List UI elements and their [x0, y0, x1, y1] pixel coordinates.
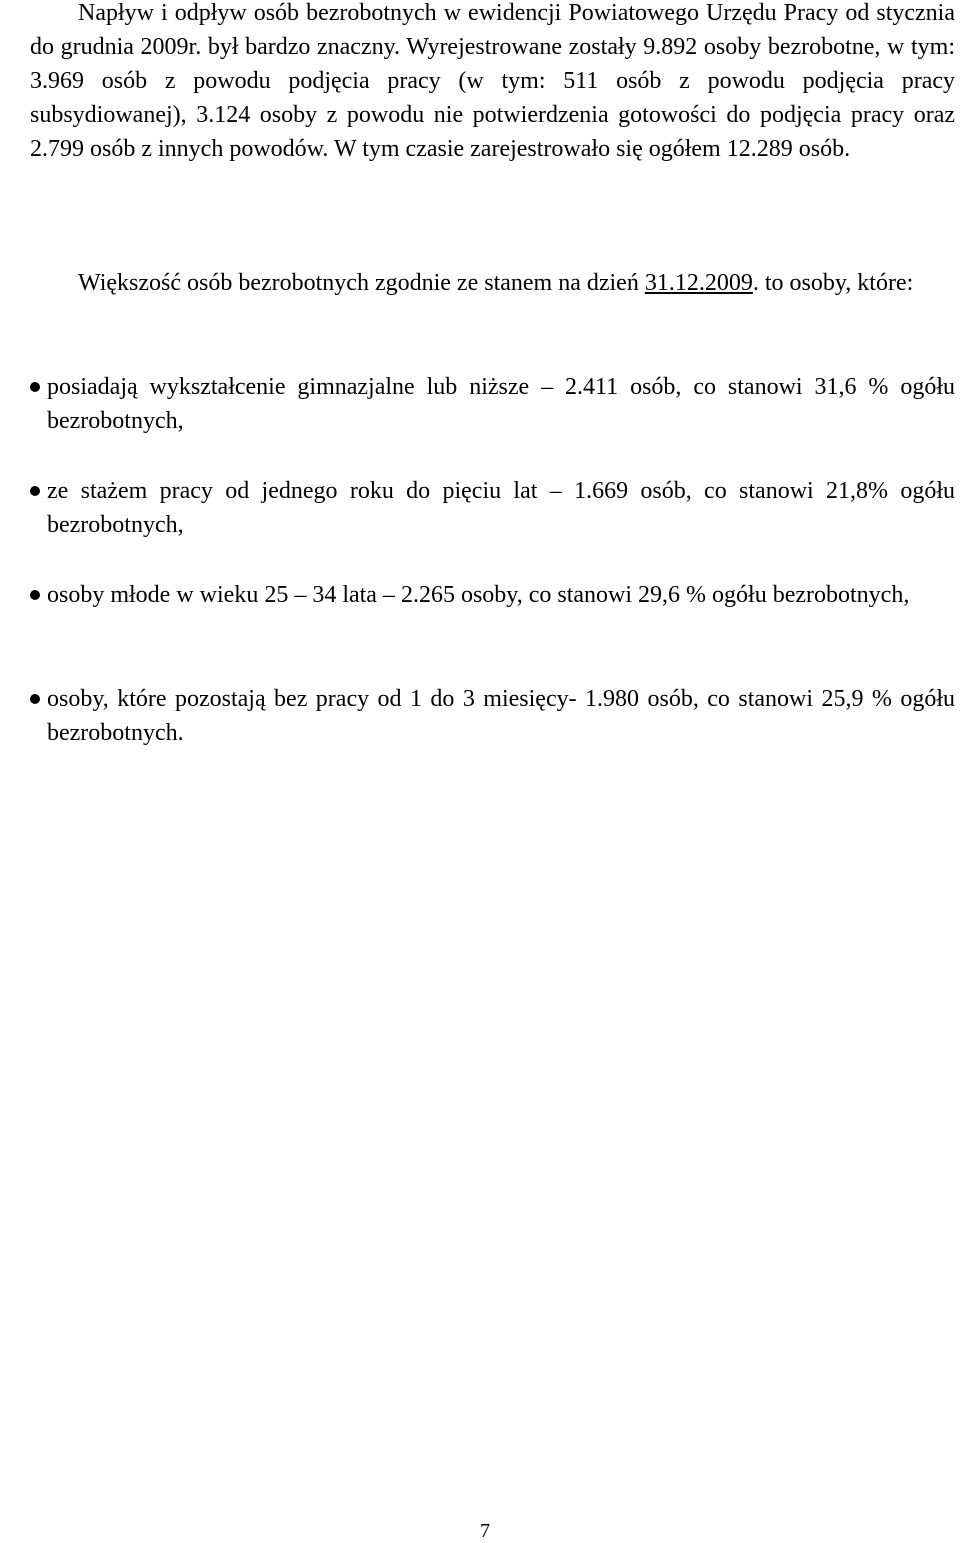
bullet-text: osoby, które pozostają bez pracy od 1 do 3 miesięcy- 1.980 osób, co stanowi 25,9 % ogółu bezrobotnych.: [47, 686, 955, 746]
bullet-text: osoby młode w wieku 25 – 34 lata – 2.265 osoby, co stanowi 29,6 % ogółu bezrobotnych,: [47, 582, 910, 608]
bullet-dot-icon: [30, 590, 40, 600]
page-number: 7: [480, 1520, 490, 1542]
list-item: [30, 474, 955, 542]
reference-date: 31.12.2009: [644, 270, 753, 296]
list-item: [30, 682, 955, 750]
bullet-dot-icon: [30, 382, 40, 392]
list-item: [30, 578, 955, 612]
bullet-text: posiadają wykształcenie gimnazjalne lub niższe – 2.411 osób, co stanowi 31,6 % ogółu bezrobotnych,: [47, 374, 955, 434]
bullet-dot-icon: [30, 486, 40, 496]
paragraph-registrations: Napływ i odpływ osób bezrobotnych w ewidencji Powiatowego Urzędu Pracy od stycznia do grudnia 2009r. był bardzo znaczny. Wyrejestrowane zostały 9.892 osoby bezrobotne, w tym: 3.969 osób z powodu podjęcia pracy (w tym: 511 osób z powodu podjęcia pracy subsydiowanej), 3.124 osoby z powodu nie potwierdzenia gotowości do podjęcia pracy oraz 2.799 osób z innych powodów. W tym czasie zarejestrowało się ogółem 12.289 osób.: [30, 0, 955, 162]
list-item: [30, 370, 955, 438]
intro-text: Większość osób bezrobotnych zgodnie ze stanem na dzień: [78, 270, 645, 296]
bullet-dot-icon: [30, 694, 40, 704]
document-page: [30, 0, 955, 1543]
bullet-text: ze stażem pracy od jednego roku do pięciu lat – 1.669 osób, co stanowi 21,8% ogółu bezrobotnych,: [47, 478, 955, 538]
paragraph-majority-intro: [30, 266, 955, 300]
intro-continuation: . to osoby, które:: [752, 270, 914, 296]
